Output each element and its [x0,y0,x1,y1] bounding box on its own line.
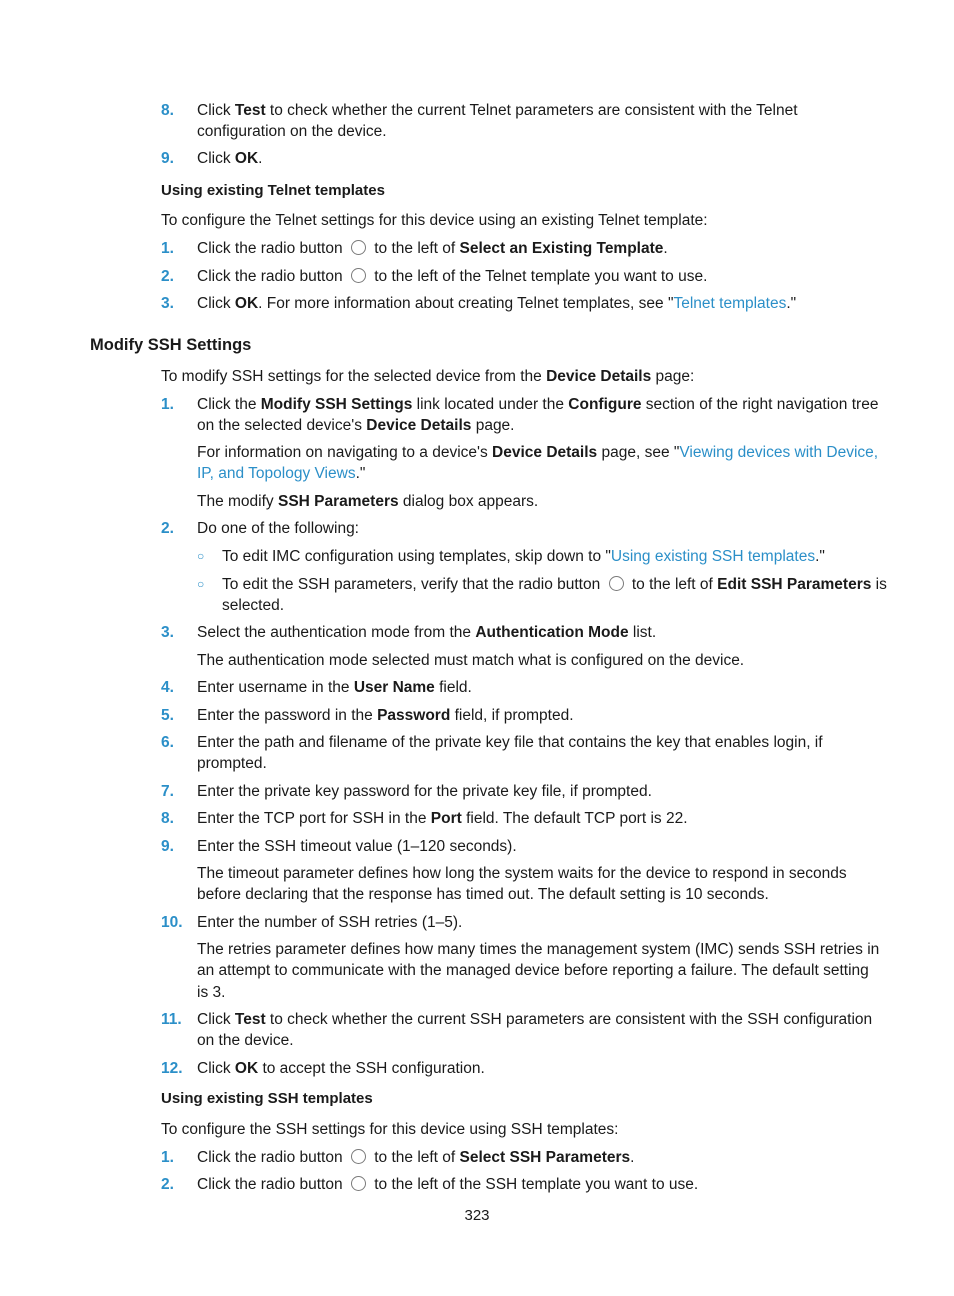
step-text-cont: on the selected device's Device Details page. [197,417,515,434]
page-number: 323 [464,1207,490,1224]
step-number: 8. [161,102,174,119]
radio-button-icon [351,268,366,283]
step-text: Enter username in the User Name field. [197,679,472,696]
step-text: Enter the path and filename of the private key file that contains the key that enables login, if [197,734,823,751]
link-telnet-templates[interactable]: Telnet templates [673,295,787,312]
step-text: Do one of the following: [197,520,359,537]
link-viewing-devices-cont[interactable]: IP, and Topology Views [197,465,356,482]
step-number: 3. [161,295,174,312]
bullet-text: To edit IMC configuration using templates, skip down to "Using existing SSH templates." [222,548,825,565]
step-text: Enter the password in the Password field, if prompted. [197,707,574,724]
step-number: 9. [161,838,174,855]
step-number: 1. [161,1149,174,1166]
step-text-cont: on the device. [197,1032,294,1049]
step-number: 3. [161,624,174,641]
step-text: Click OK. For more information about creating Telnet templates, see "Telnet templates." [197,295,797,312]
step-number: 9. [161,150,174,167]
bullet-icon: ○ [197,577,205,591]
step-number: 5. [161,707,174,724]
step-note: The timeout parameter defines how long the system waits for the device to respond in seconds [197,865,847,882]
step-text-cont: prompted. [197,755,267,772]
link-viewing-devices[interactable]: Viewing devices with Device, [679,444,879,461]
step-text: Click OK to accept the SSH configuration. [197,1060,485,1077]
step-text: Click Test to check whether the current Telnet parameters are consistent with the Telnet [197,102,798,119]
step-note: The modify SSH Parameters dialog box appears. [197,493,539,510]
paragraph: To modify SSH settings for the selected device from the Device Details page: [161,368,695,385]
step-number: 2. [161,520,174,537]
step-text: Enter the number of SSH retries (1–5). [197,914,463,931]
paragraph: To configure the Telnet settings for this device using an existing Telnet template: [161,212,708,229]
step-note: The retries parameter defines how many times the management system (IMC) sends SSH retries in [197,941,880,958]
paragraph: To configure the SSH settings for this device using SSH templates: [161,1121,619,1138]
step-note: For information on navigating to a device's Device Details page, see "Viewing devices with Device, [197,444,879,461]
bullet-text-cont: selected. [222,597,285,614]
step-text: Click the radio button to the left of Select SSH Parameters. [197,1149,635,1166]
radio-button-icon [609,576,624,591]
step-number: 1. [161,240,174,257]
link-using-ssh-templates[interactable]: Using existing SSH templates [610,548,816,565]
step-text: Click the radio button to the left of the SSH template you want to use. [197,1176,699,1193]
step-text: Enter the private key password for the private key file, if prompted. [197,783,652,800]
step-number: 2. [161,1176,174,1193]
step-number: 4. [161,679,174,696]
step-note-cont: an attempt to communicate with the managed device before reporting a failure. The default setting [197,962,869,979]
step-number: 8. [161,810,174,827]
radio-button-icon [351,1176,366,1191]
step-note-cont: before declaring that the response has timed out. The default setting is 10 seconds. [197,886,769,903]
step-number: 6. [161,734,174,751]
step-text-cont: configuration on the device. [197,123,387,140]
bullet-text: To edit the SSH parameters, verify that the radio button to the left of Edit SSH Parameters is [222,576,887,593]
subheading-telnet-templates: Using existing Telnet templates [161,182,385,199]
step-number: 12. [161,1060,183,1077]
radio-button-icon [351,1149,366,1164]
step-number: 11. [161,1011,182,1028]
step-number: 7. [161,783,174,800]
step-text: Click OK. [197,150,263,167]
step-text: Click the Modify SSH Settings link located under the Configure section of the right navigation tree [197,396,879,413]
step-text: Click the radio button to the left of the Telnet template you want to use. [197,268,708,285]
step-text: Click the radio button to the left of Select an Existing Template. [197,240,668,257]
subheading-ssh-templates: Using existing SSH templates [161,1090,373,1107]
step-note-cont: IP, and Topology Views." [197,465,366,482]
step-text: Select the authentication mode from the Authentication Mode list. [197,624,657,641]
step-number: 2. [161,268,174,285]
step-note-cont: is 3. [197,984,226,1001]
step-number: 1. [161,396,174,413]
step-text: Click Test to check whether the current SSH parameters are consistent with the SSH configuration [197,1011,873,1028]
step-text: Enter the TCP port for SSH in the Port field. The default TCP port is 22. [197,810,688,827]
step-number: 10. [161,914,183,931]
section-heading-ssh: Modify SSH Settings [90,336,252,354]
step-note: The authentication mode selected must match what is configured on the device. [197,652,745,669]
step-text: Enter the SSH timeout value (1–120 seconds). [197,838,517,855]
bullet-icon: ○ [197,549,205,563]
radio-button-icon [351,240,366,255]
